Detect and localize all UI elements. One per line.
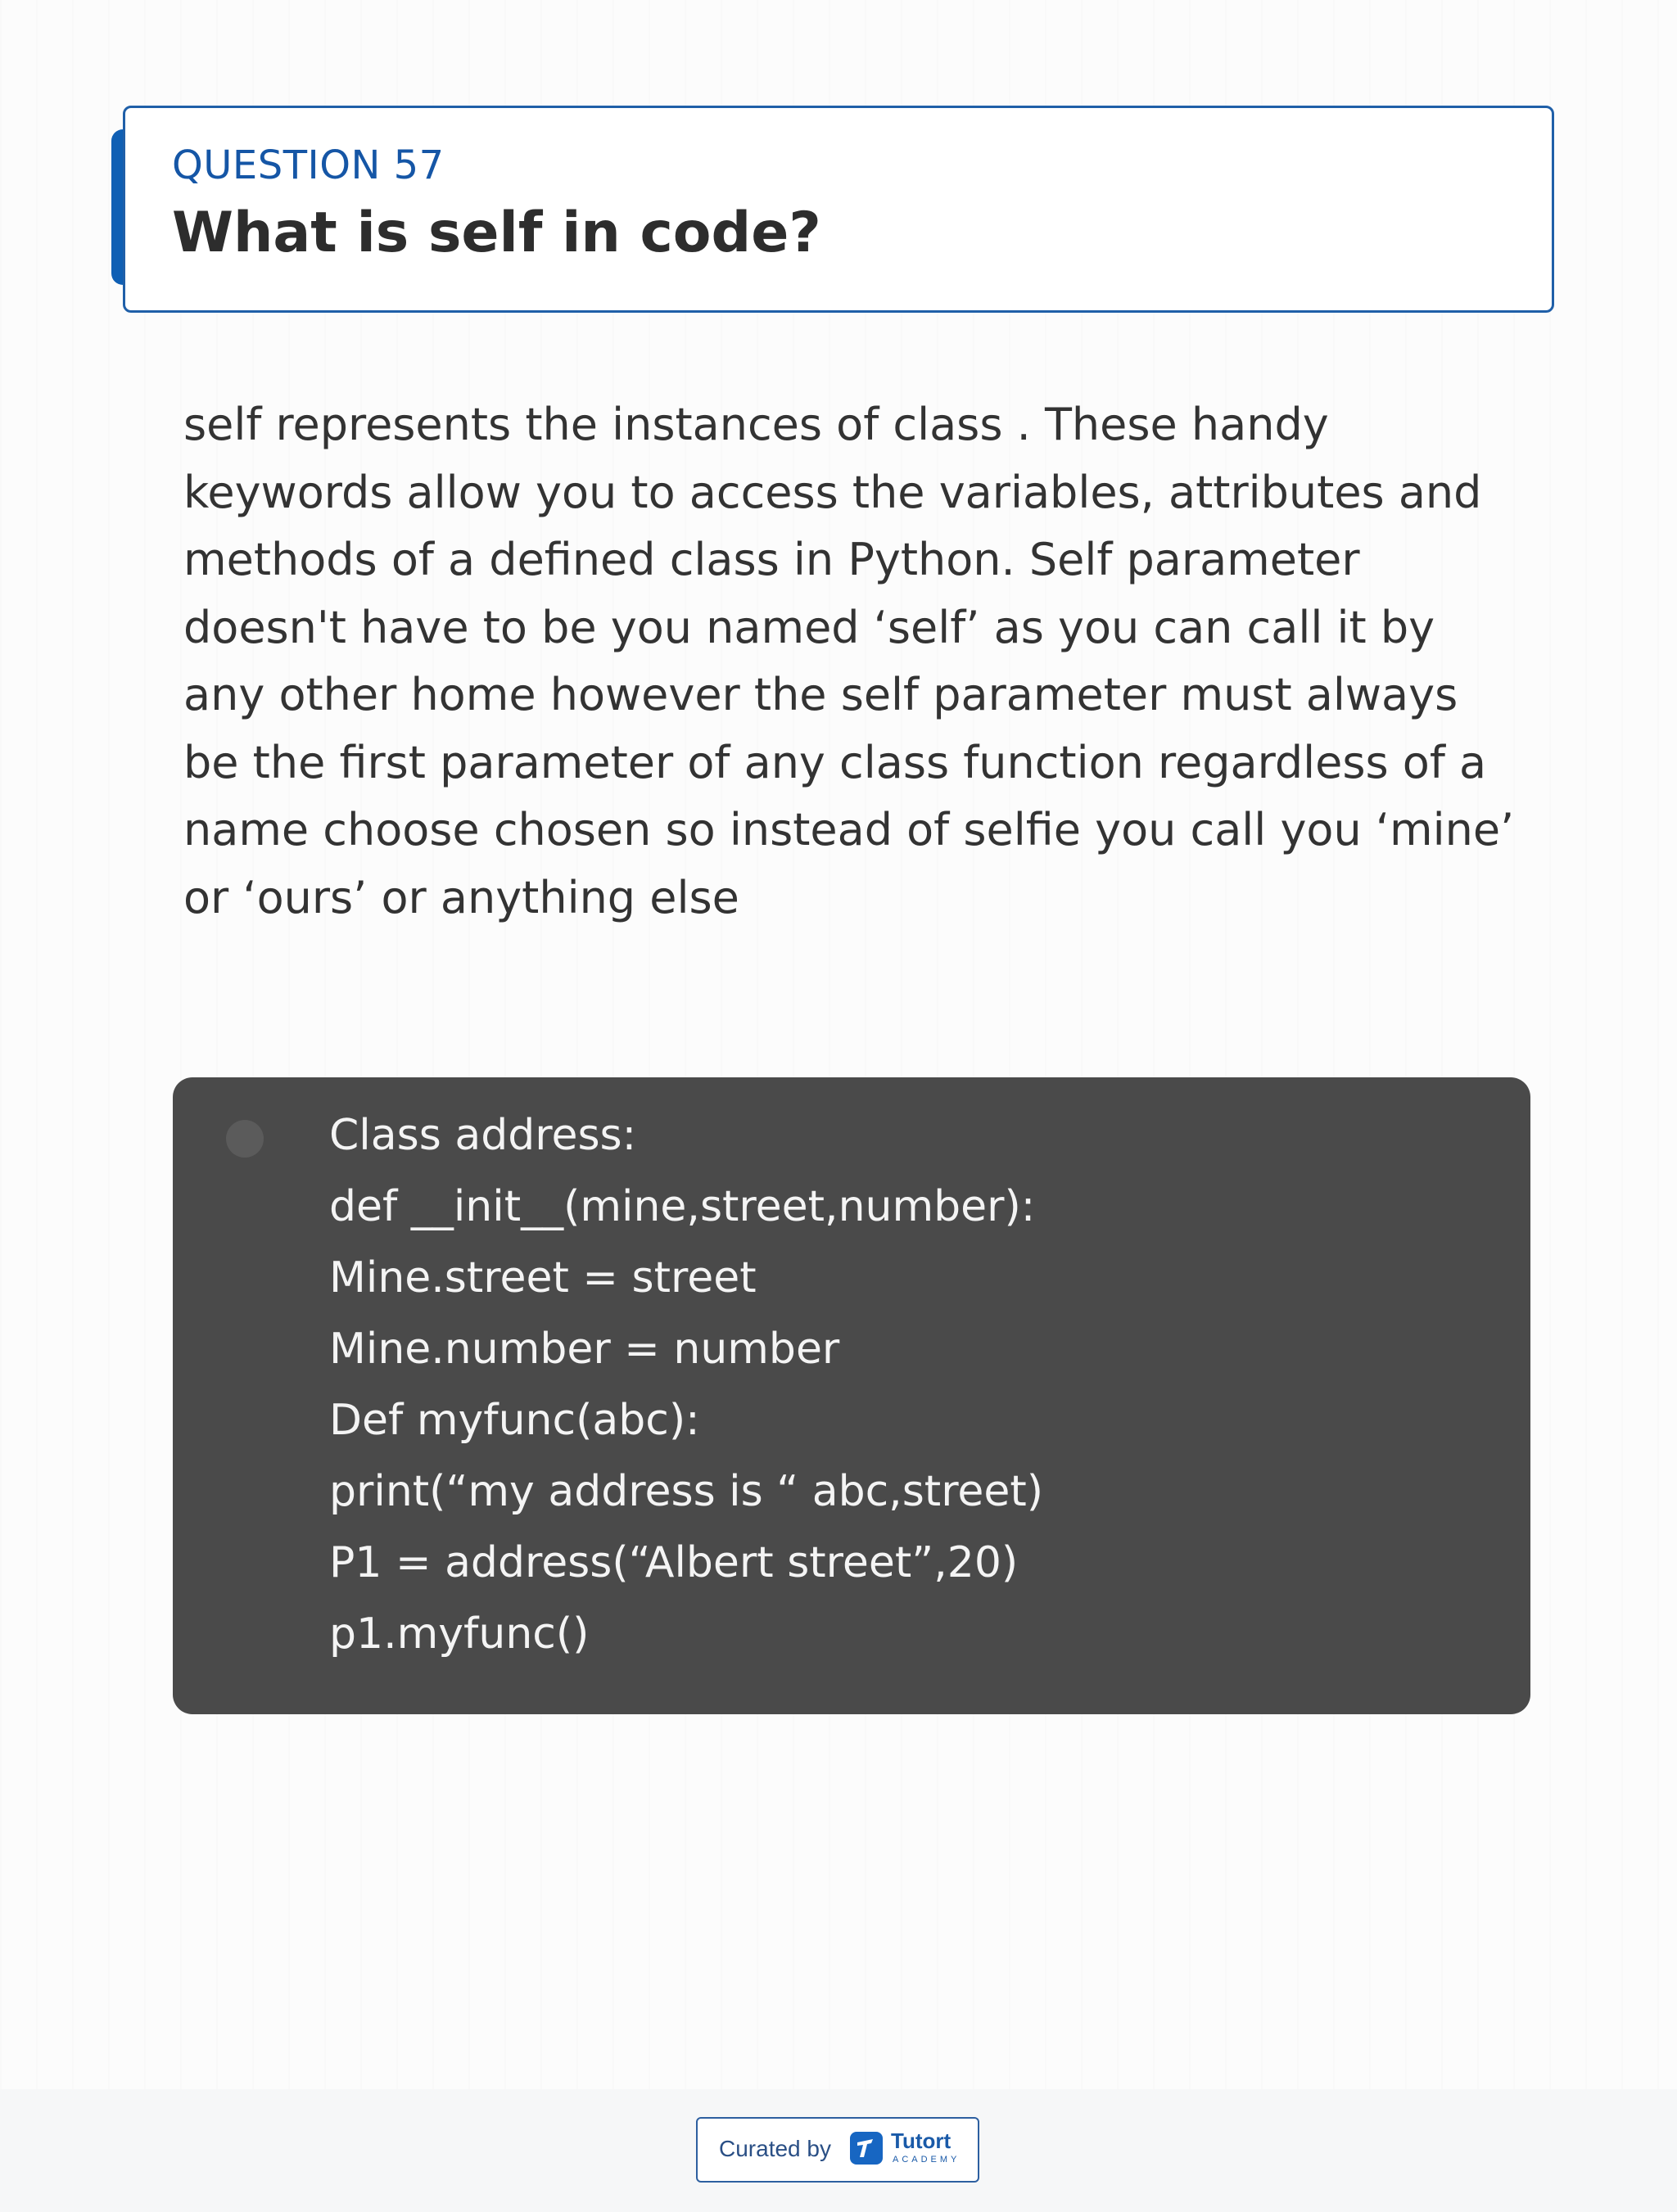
- code-line: Def myfunc(abc):: [329, 1396, 700, 1445]
- code-line: print(“my address is “ abc,street): [329, 1467, 1044, 1516]
- brand-name: Tutort: [891, 2128, 952, 2153]
- code-line: p1.myfunc(): [329, 1609, 590, 1659]
- tutort-logo-mark: [850, 2132, 883, 2165]
- code-bullet-dot: [226, 1120, 264, 1158]
- code-line: def __init__(mine,street,number):: [329, 1182, 1036, 1231]
- code-line: P1 = address(“Albert street”,20): [329, 1538, 1019, 1587]
- code-line: Class address:: [329, 1111, 637, 1160]
- tutort-logo-icon: [850, 2132, 883, 2165]
- answer-paragraph: self represents the instances of class . These handy keywords allow you to access the variables, attributes and methods of a defined class in Python. Self parameter doesn't have to be you named ‘self’ as you can call it by any other home however the self parameter must always be the first parameter of any class function regardless of a name choose chosen so instead of selfie you call you ‘mine’ or ‘ours’ or anything else: [183, 399, 1515, 923]
- brand-subtitle: ACADEMY: [893, 2155, 961, 2165]
- question-title: What is self in code?: [172, 201, 821, 265]
- code-line: Mine.number = number: [329, 1325, 840, 1374]
- curated-by-label: Curated by: [719, 2136, 831, 2161]
- code-line: Mine.street = street: [329, 1253, 757, 1302]
- code-lines: [329, 1100, 1043, 1670]
- question-number: QUESTION 57: [172, 142, 445, 188]
